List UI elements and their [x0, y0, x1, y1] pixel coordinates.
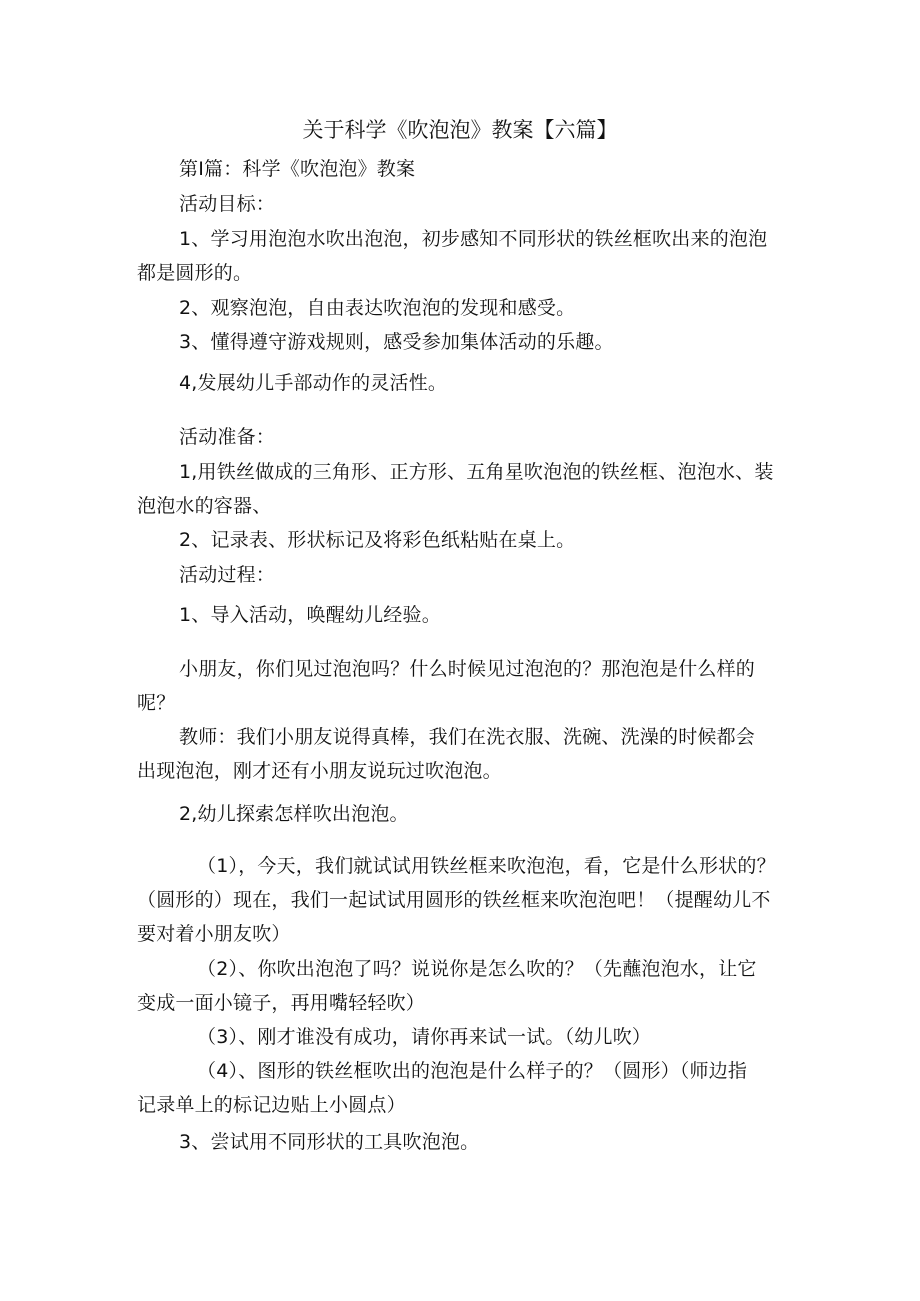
step-2d-line-1: （4）、图形的铁丝框吹出的泡泡是什么样子的？（圆形）（师边指 — [197, 1060, 748, 1082]
step-2c: （3）、刚才谁没有成功，请你再来试一试。（幼儿吹） — [197, 1026, 652, 1048]
prep-1-line-2: 泡泡水的容器、 — [137, 495, 272, 517]
step-2a-line-3: 要对着小朋友吹） — [137, 923, 291, 945]
step-2: 2,幼儿探索怎样吹出泡泡。 — [179, 803, 409, 825]
process-heading: 活动过程： — [179, 564, 276, 586]
step-1-teacher-line-2: 出现泡泡，刚才还有小朋友说玩过吹泡泡。 — [137, 760, 502, 782]
step-2d-line-2: 记录单上的标记边贴上小圆点） — [137, 1094, 406, 1116]
step-2b-line-2: 变成一面小镜子，再用嘴轻轻吹） — [137, 992, 426, 1014]
prep-heading: 活动准备： — [179, 426, 276, 448]
goal-2: 2、观察泡泡，自由表达吹泡泡的发现和感受。 — [179, 297, 576, 319]
step-2a-line-1: （1），今天，我们就试试用铁丝框来吹泡泡，看，它是什么形状的？ — [197, 855, 776, 877]
goal-3: 3、懂得遵守游戏规则，感受参加集体活动的乐趣。 — [179, 331, 614, 353]
step-1-teacher-line-1: 教师：我们小朋友说得真棒，我们在洗衣服、洗碗、洗澡的时候都会 — [179, 726, 756, 748]
goal-1-line-2: 都是圆形的。 — [137, 262, 253, 284]
step-1-question-line-1: 小朋友，你们见过泡泡吗？什么时候见过泡泡的？那泡泡是什么样的 — [179, 658, 756, 680]
step-3: 3、尝试用不同形状的工具吹泡泡。 — [179, 1131, 480, 1153]
step-2b-line-1: （2）、你吹出泡泡了吗？说说你是怎么吹的？（先蘸泡泡水，让它 — [197, 958, 757, 980]
goal-4: 4,发展幼儿手部动作的灵活性。 — [179, 372, 448, 394]
step-1-question-line-2: 呢？ — [137, 692, 176, 714]
goal-1-line-1: 1、学习用泡泡水吹出泡泡，初步感知不同形状的铁丝框吹出来的泡泡 — [179, 228, 768, 250]
step-2a-line-2: （圆形的）现在，我们一起试试用圆形的铁丝框来吹泡泡吧！（提醒幼儿不 — [137, 889, 771, 911]
section-heading: 第Ⅰ篇：科学《吹泡泡》教案 — [179, 158, 416, 180]
prep-1-line-1: 1,用铁丝做成的三角形、正方形、五角星吹泡泡的铁丝框、泡泡水、装 — [179, 461, 774, 483]
document-title: 关于科学《吹泡泡》教案【六篇】 — [302, 118, 618, 142]
goals-heading: 活动目标： — [179, 193, 276, 215]
prep-2: 2、记录表、形状标记及将彩色纸粘贴在桌上。 — [179, 529, 576, 551]
step-1: 1、导入活动，唤醒幼儿经验。 — [179, 604, 441, 626]
